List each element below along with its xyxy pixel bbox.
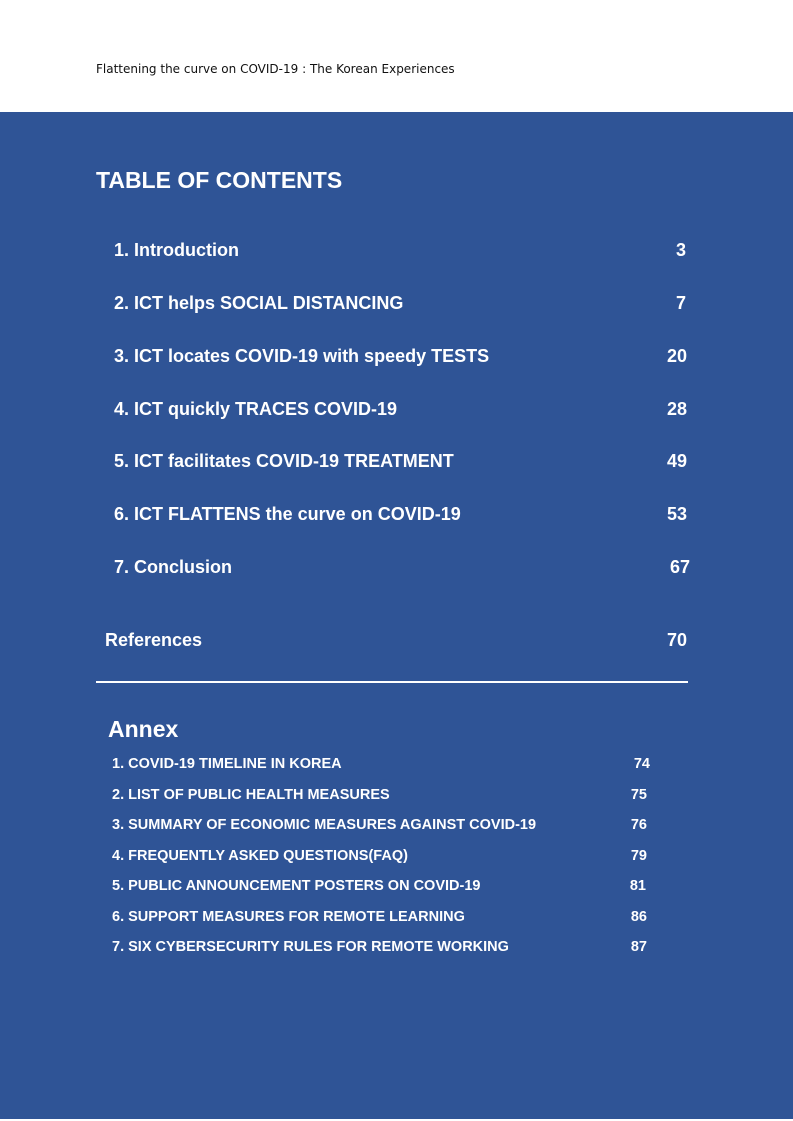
- toc-entry-page: 7: [675, 293, 686, 313]
- annex-entry-page: 87: [630, 939, 647, 955]
- annex-entry-page: 76: [630, 817, 647, 833]
- annex-entry-page: 79: [630, 848, 647, 864]
- toc-entry-page: 20: [666, 346, 687, 366]
- toc-entry-page: 3: [675, 240, 686, 260]
- annex-entry-label: 3. SUMMARY OF ECONOMIC MEASURES AGAINST COVID-19: [112, 817, 537, 833]
- toc-entry-page: 53: [666, 504, 687, 524]
- annex-entry-label: 7. SIX CYBERSECURITY RULES FOR REMOTE WORKING: [112, 939, 509, 955]
- toc-entry-label: 6. ICT FLATTENS the curve on COVID-19: [114, 504, 461, 524]
- toc-entry-label: 4. ICT quickly TRACES COVID-19: [114, 399, 398, 419]
- annex-entry-public-health[interactable]: [112, 787, 647, 805]
- toc-entry-treatment[interactable]: [114, 451, 688, 473]
- toc-entry-conclusion[interactable]: [114, 557, 688, 579]
- annex-entry-label: 1. COVID-19 TIMELINE IN KOREA: [112, 756, 342, 772]
- annex-entry-page: 81: [629, 878, 646, 894]
- annex-entry-label: 6. SUPPORT MEASURES FOR REMOTE LEARNING: [112, 909, 465, 925]
- toc-entry-label: 1. Introduction: [114, 240, 239, 260]
- toc-entry-traces[interactable]: [114, 399, 688, 421]
- toc-entry-introduction[interactable]: [114, 240, 688, 262]
- annex-title: Annex: [108, 716, 179, 742]
- toc-entry-label: References: [105, 630, 203, 650]
- toc-entry-label: 3. ICT locates COVID-19 with speedy TESTS: [114, 346, 490, 366]
- toc-title: TABLE OF CONTENTS: [96, 167, 343, 193]
- annex-entry-timeline[interactable]: [112, 756, 650, 774]
- annex-entry-faq[interactable]: [112, 848, 647, 866]
- toc-entry-tests[interactable]: [114, 346, 688, 368]
- annex-entry-page: 75: [630, 787, 647, 803]
- annex-entry-label: 2. LIST OF PUBLIC HEALTH MEASURES: [112, 787, 390, 803]
- annex-entry-page: 74: [633, 756, 650, 772]
- running-header: Flattening the curve on COVID-19 : The Korean Experiences: [96, 62, 455, 76]
- annex-entry-posters[interactable]: [112, 878, 646, 896]
- annex-entry-cybersecurity[interactable]: [112, 939, 647, 957]
- annex-entry-page: 86: [630, 909, 647, 925]
- contents-panel: [0, 112, 793, 1119]
- toc-entry-references[interactable]: [105, 630, 687, 652]
- annex-entry-economic[interactable]: [112, 817, 647, 835]
- toc-entry-label: 7. Conclusion: [114, 557, 233, 577]
- toc-entry-page: 49: [666, 451, 687, 471]
- toc-entry-page: 28: [666, 399, 687, 419]
- toc-entry-social-distancing[interactable]: [114, 293, 688, 315]
- annex-entry-label: 5. PUBLIC ANNOUNCEMENT POSTERS ON COVID-19: [112, 878, 481, 894]
- toc-entry-page: 67: [669, 557, 690, 577]
- toc-entry-flattens[interactable]: [114, 504, 688, 526]
- annex-entry-remote-learning[interactable]: [112, 909, 647, 927]
- annex-entry-label: 4. FREQUENTLY ASKED QUESTIONS(FAQ): [112, 848, 408, 864]
- toc-entry-label: 2. ICT helps SOCIAL DISTANCING: [114, 293, 404, 313]
- section-divider: [96, 681, 688, 683]
- toc-entry-page: 70: [666, 630, 687, 650]
- toc-entry-label: 5. ICT facilitates COVID-19 TREATMENT: [114, 451, 454, 471]
